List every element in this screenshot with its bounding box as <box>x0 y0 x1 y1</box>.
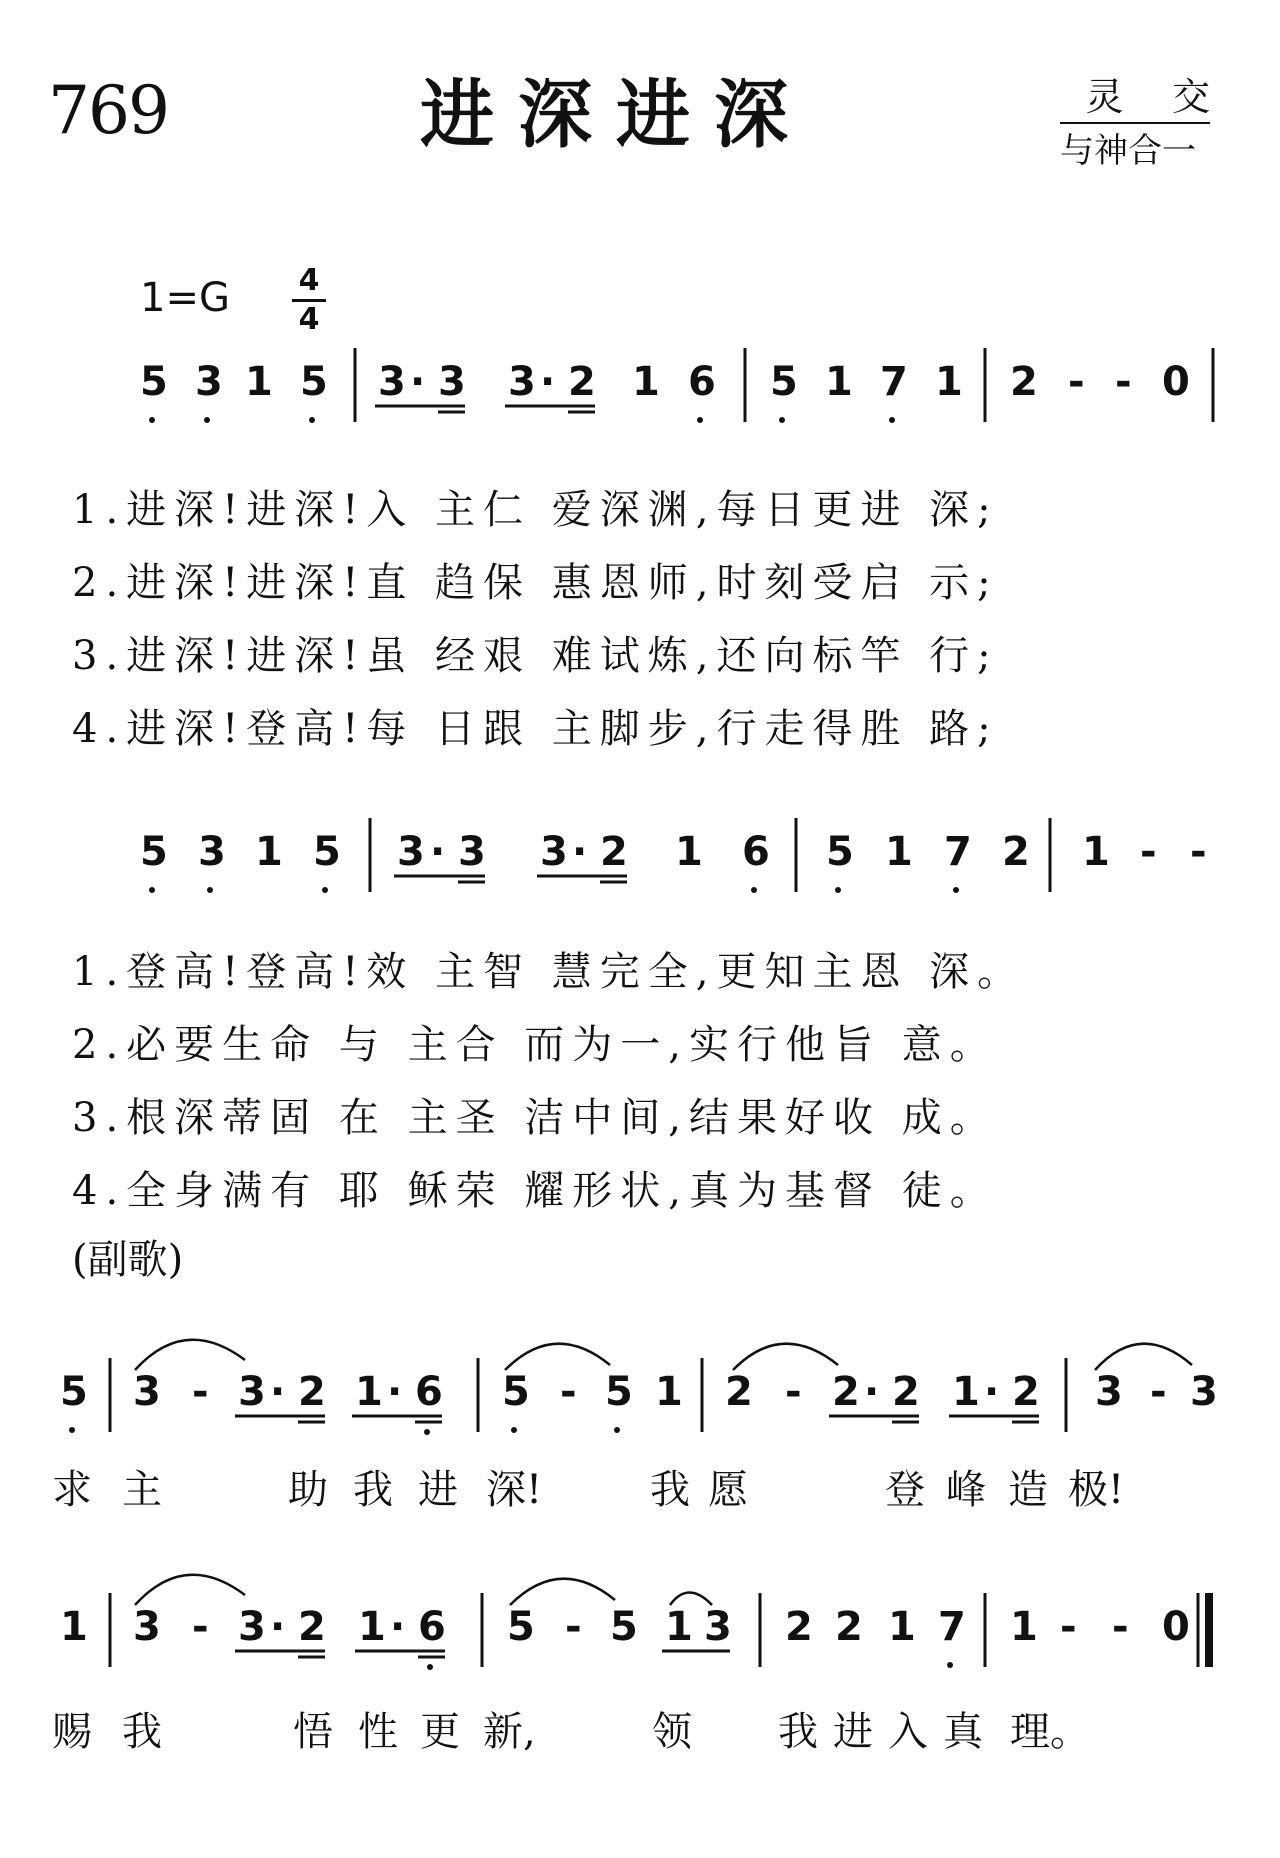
svg-text:·: · <box>387 1369 403 1415</box>
svg-text:5: 5 <box>60 1369 88 1415</box>
hymn-category: 灵 交 <box>1085 75 1210 119</box>
time-signature <box>292 263 326 337</box>
notation-line-3 <box>0 1300 1280 1440</box>
svg-text:1: 1 <box>665 1604 693 1650</box>
svg-text:-: - <box>1150 1369 1167 1415</box>
chorus-lyric: 助 <box>288 1467 328 1513</box>
svg-text:2: 2 <box>298 1369 326 1415</box>
notation-line-1 <box>0 340 1280 430</box>
chorus-lyric: 造 <box>1008 1467 1048 1513</box>
svg-text:·: · <box>540 359 556 405</box>
verse-4-line-2: 4.全身满有 耶 稣荣 耀形状,真为基督 徒。 <box>72 1168 998 1214</box>
svg-text:-: - <box>1068 359 1085 405</box>
chorus-lyric: 真 <box>943 1709 983 1755</box>
notation-line-2 <box>0 810 1280 900</box>
svg-text:5: 5 <box>140 829 168 875</box>
svg-text:2: 2 <box>1002 829 1030 875</box>
chorus-lyric: 进 <box>418 1467 458 1513</box>
svg-text:3: 3 <box>397 829 425 875</box>
svg-text:2: 2 <box>725 1369 753 1415</box>
chorus-lyric: 主 <box>122 1467 162 1513</box>
svg-text:5: 5 <box>826 829 854 875</box>
chorus-lyric: 性 <box>358 1709 398 1755</box>
svg-text:1: 1 <box>355 1369 383 1415</box>
chorus-lyric: 深! <box>486 1467 543 1513</box>
svg-text:7: 7 <box>880 359 908 405</box>
svg-text:3: 3 <box>458 829 486 875</box>
hymn-number: 769 <box>48 72 168 149</box>
svg-text:2: 2 <box>785 1604 813 1650</box>
svg-text:·: · <box>864 1369 880 1415</box>
svg-text:5: 5 <box>605 1369 633 1415</box>
svg-text:2: 2 <box>1010 359 1038 405</box>
svg-text:·: · <box>270 1604 286 1650</box>
chorus-lyric: 我 <box>650 1467 690 1513</box>
svg-text:3: 3 <box>1095 1369 1123 1415</box>
notation-line-4 <box>0 1530 1280 1670</box>
svg-text:5: 5 <box>770 359 798 405</box>
chorus-lyric: 我 <box>353 1467 393 1513</box>
hymn-subcategory: 与神合一 <box>1060 131 1196 171</box>
svg-text:2: 2 <box>835 1604 863 1650</box>
svg-text:1: 1 <box>358 1604 386 1650</box>
svg-text:·: · <box>984 1369 1000 1415</box>
svg-text:1: 1 <box>60 1604 88 1650</box>
svg-text:3: 3 <box>704 1604 732 1650</box>
svg-text:3: 3 <box>133 1369 161 1415</box>
svg-text:1: 1 <box>935 359 963 405</box>
chorus-lyric: 极! <box>1068 1467 1125 1513</box>
verse-1-line-2: 1.登高!登高!效 主智 慧完全,更知主恩 深。 <box>72 949 1026 995</box>
svg-text:-: - <box>1115 359 1132 405</box>
svg-text:1: 1 <box>632 359 660 405</box>
svg-text:-: - <box>1060 1604 1077 1650</box>
svg-text:1: 1 <box>655 1369 683 1415</box>
svg-text:1: 1 <box>1010 1604 1038 1650</box>
svg-text:-: - <box>192 1369 209 1415</box>
svg-text:3: 3 <box>1190 1369 1218 1415</box>
svg-text:2: 2 <box>892 1369 920 1415</box>
svg-text:-: - <box>565 1604 582 1650</box>
svg-text:3: 3 <box>540 829 568 875</box>
svg-text:6: 6 <box>415 1369 443 1415</box>
chorus-lyric: 领 <box>652 1709 692 1755</box>
svg-text:6: 6 <box>688 359 716 405</box>
svg-text:1: 1 <box>245 359 273 405</box>
svg-text:5: 5 <box>610 1604 638 1650</box>
svg-text:3: 3 <box>238 1604 266 1650</box>
chorus-lyric: 新, <box>483 1709 536 1755</box>
svg-text:5: 5 <box>140 359 168 405</box>
verse-3-line-1: 3.进深!进深!虽 经艰 难试炼,还向标竿 行; <box>72 633 999 679</box>
category-divider <box>1060 122 1210 124</box>
svg-text:·: · <box>572 829 588 875</box>
chorus-lyric: 进 <box>833 1709 873 1755</box>
svg-text:·: · <box>390 1604 406 1650</box>
chorus-lyric: 更 <box>420 1709 460 1755</box>
svg-text:6: 6 <box>418 1604 446 1650</box>
svg-text:·: · <box>430 829 446 875</box>
svg-text:-: - <box>1190 829 1207 875</box>
svg-text:1: 1 <box>952 1369 980 1415</box>
svg-text:1: 1 <box>1082 829 1110 875</box>
svg-text:3: 3 <box>378 359 406 405</box>
chorus-lyric: 峰 <box>946 1467 986 1513</box>
chorus-lyric: 我 <box>778 1709 818 1755</box>
verse-3-line-2: 3.根深蒂固 在 主圣 洁中间,结果好收 成。 <box>72 1095 998 1141</box>
svg-text:-: - <box>192 1604 209 1650</box>
svg-text:3: 3 <box>438 359 466 405</box>
chorus-lyric: 我 <box>122 1709 162 1755</box>
chorus-label: (副歌) <box>72 1237 184 1283</box>
svg-text:6: 6 <box>742 829 770 875</box>
time-signature-bottom: 4 <box>298 302 320 337</box>
time-signature-top: 4 <box>298 263 320 298</box>
hymn-title: 进深进深 <box>420 72 812 158</box>
svg-text:5: 5 <box>300 359 328 405</box>
svg-text:2: 2 <box>568 359 596 405</box>
verse-2-line-2: 2.必要生命 与 主合 而为一,实行他旨 意。 <box>72 1022 998 1068</box>
svg-text:1: 1 <box>675 829 703 875</box>
svg-text:0: 0 <box>1162 1604 1190 1650</box>
verse-4-line-1: 4.进深!登高!每 日跟 主脚步,行走得胜 路; <box>72 706 999 752</box>
svg-text:3: 3 <box>508 359 536 405</box>
chorus-lyric: 求 <box>52 1467 92 1513</box>
chorus-lyric: 悟 <box>293 1709 333 1755</box>
svg-text:5: 5 <box>502 1369 530 1415</box>
svg-text:2: 2 <box>1012 1369 1040 1415</box>
svg-text:-: - <box>1140 829 1157 875</box>
svg-text:2: 2 <box>298 1604 326 1650</box>
chorus-lyric: 入 <box>888 1709 928 1755</box>
svg-text:1: 1 <box>825 359 853 405</box>
svg-text:-: - <box>560 1369 577 1415</box>
svg-text:2: 2 <box>832 1369 860 1415</box>
svg-text:3: 3 <box>238 1369 266 1415</box>
svg-text:1: 1 <box>255 829 283 875</box>
svg-text:5: 5 <box>313 829 341 875</box>
chorus-lyric: 赐 <box>52 1709 92 1755</box>
verse-2-line-1: 2.进深!进深!直 趋保 惠恩师,时刻受启 示; <box>72 560 999 606</box>
svg-text:1: 1 <box>885 829 913 875</box>
svg-text:7: 7 <box>944 829 972 875</box>
svg-text:3: 3 <box>133 1604 161 1650</box>
svg-text:·: · <box>410 359 426 405</box>
svg-text:-: - <box>1112 1604 1129 1650</box>
svg-text:5: 5 <box>507 1604 535 1650</box>
svg-text:7: 7 <box>938 1604 966 1650</box>
chorus-lyric: 理。 <box>1010 1709 1090 1755</box>
chorus-lyric: 登 <box>885 1467 925 1513</box>
svg-text:1: 1 <box>888 1604 916 1650</box>
svg-text:2: 2 <box>600 829 628 875</box>
svg-text:3: 3 <box>198 829 226 875</box>
svg-text:·: · <box>270 1369 286 1415</box>
svg-text:0: 0 <box>1162 359 1190 405</box>
key-signature: 1=G <box>140 275 230 321</box>
svg-text:-: - <box>785 1369 802 1415</box>
svg-text:3: 3 <box>195 359 223 405</box>
chorus-lyric: 愿 <box>708 1467 748 1513</box>
verse-1-line-1: 1.进深!进深!入 主仁 爱深渊,每日更进 深; <box>72 487 999 533</box>
